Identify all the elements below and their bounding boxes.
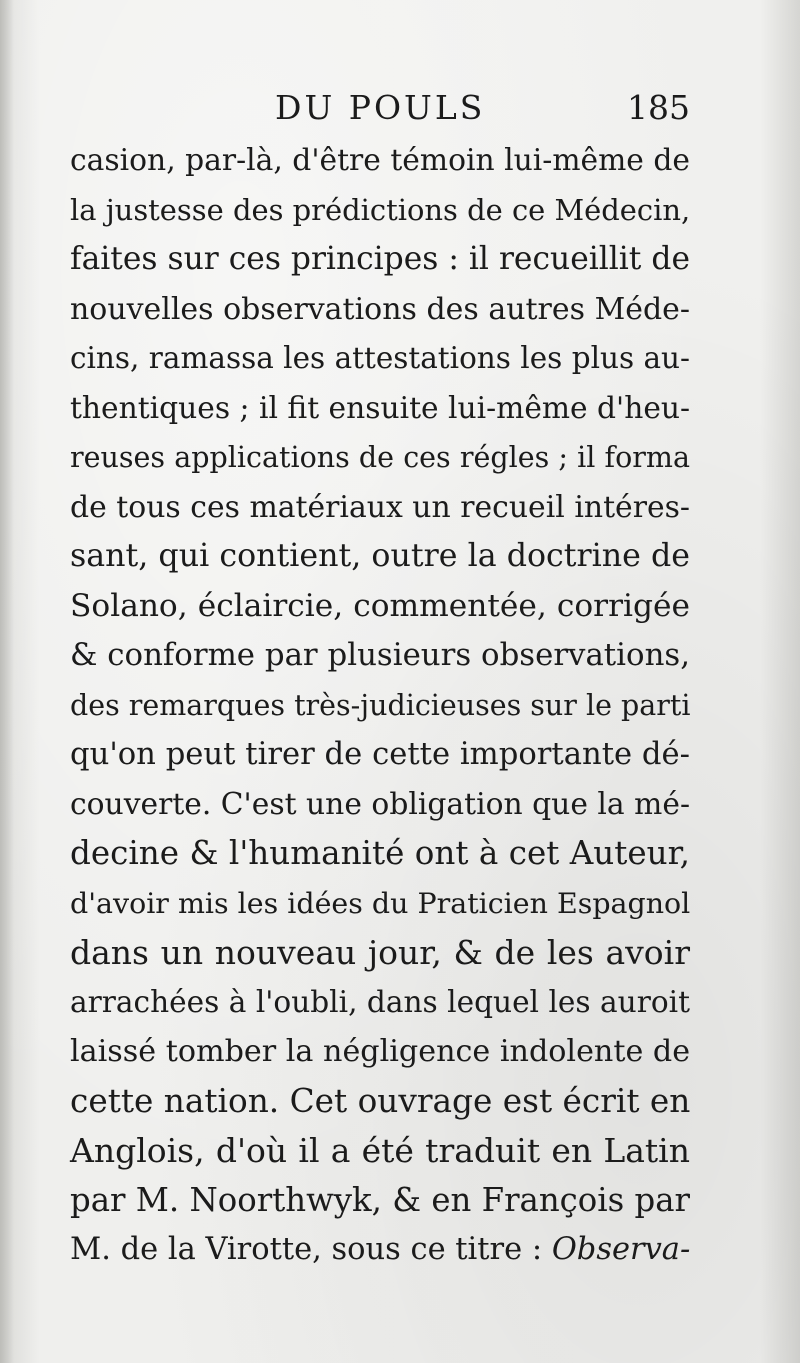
page-header bbox=[70, 88, 690, 128]
running-head: DU POULS bbox=[275, 88, 486, 127]
text-line: Solano, éclaircie, commentée, corrigée bbox=[70, 587, 690, 624]
text-line-last bbox=[70, 1225, 690, 1275]
last-line-italic: Observa- bbox=[551, 1232, 691, 1267]
text-line: qu'on peut tirer de cette importante dé- bbox=[70, 737, 690, 772]
text-line: Anglois, d'où il a été traduit en Latin bbox=[70, 1131, 690, 1170]
text-line: couverte. C'est une obligation que la mé- bbox=[70, 786, 690, 822]
text-line: laissé tomber la négligence indolente de bbox=[70, 1034, 691, 1069]
text-line: des remarques très-judicieuses sur le parti bbox=[70, 688, 691, 722]
text-line: sant, qui contient, outre la doctrine de bbox=[70, 538, 690, 574]
text-line: casion, par-là, d'être témoin lui-même de bbox=[70, 143, 690, 178]
text-line: la justesse des prédictions de ce Médecin, bbox=[70, 192, 691, 227]
text-line: d'avoir mis les idées du Praticien Espagnol bbox=[70, 886, 691, 920]
text-line: dans un nouveau jour, & de les avoir bbox=[70, 933, 690, 972]
text-line: cette nation. Cet ouvrage est écrit en bbox=[70, 1081, 691, 1120]
page-number: 185 bbox=[627, 88, 690, 127]
text-line: reuses applications de ces régles ; il forma bbox=[70, 441, 690, 474]
text-line: cins, ramassa les attestations les plus au- bbox=[70, 341, 690, 375]
text-line: arrachées à l'oubli, dans lequel les auroit bbox=[70, 984, 690, 1019]
text-line: de tous ces matériaux un recueil intéres- bbox=[70, 489, 690, 525]
text-line: faites sur ces principes : il recueillit de bbox=[70, 241, 690, 277]
body-text bbox=[70, 136, 690, 1275]
text-line: & conforme par plusieurs observations, bbox=[70, 637, 690, 673]
text-line: thentiques ; il fit ensuite lui-même d'heu- bbox=[70, 390, 691, 426]
last-line-start: M. de la Virotte, sous ce titre : bbox=[70, 1232, 552, 1267]
text-line: par M. Noorthwyk, & en François par bbox=[70, 1180, 690, 1219]
text-line: decine & l'humanité ont à cet Auteur, bbox=[70, 834, 690, 872]
text-line: nouvelles observations des autres Méde- bbox=[70, 291, 690, 327]
page-gutter-shadow bbox=[0, 0, 14, 1363]
